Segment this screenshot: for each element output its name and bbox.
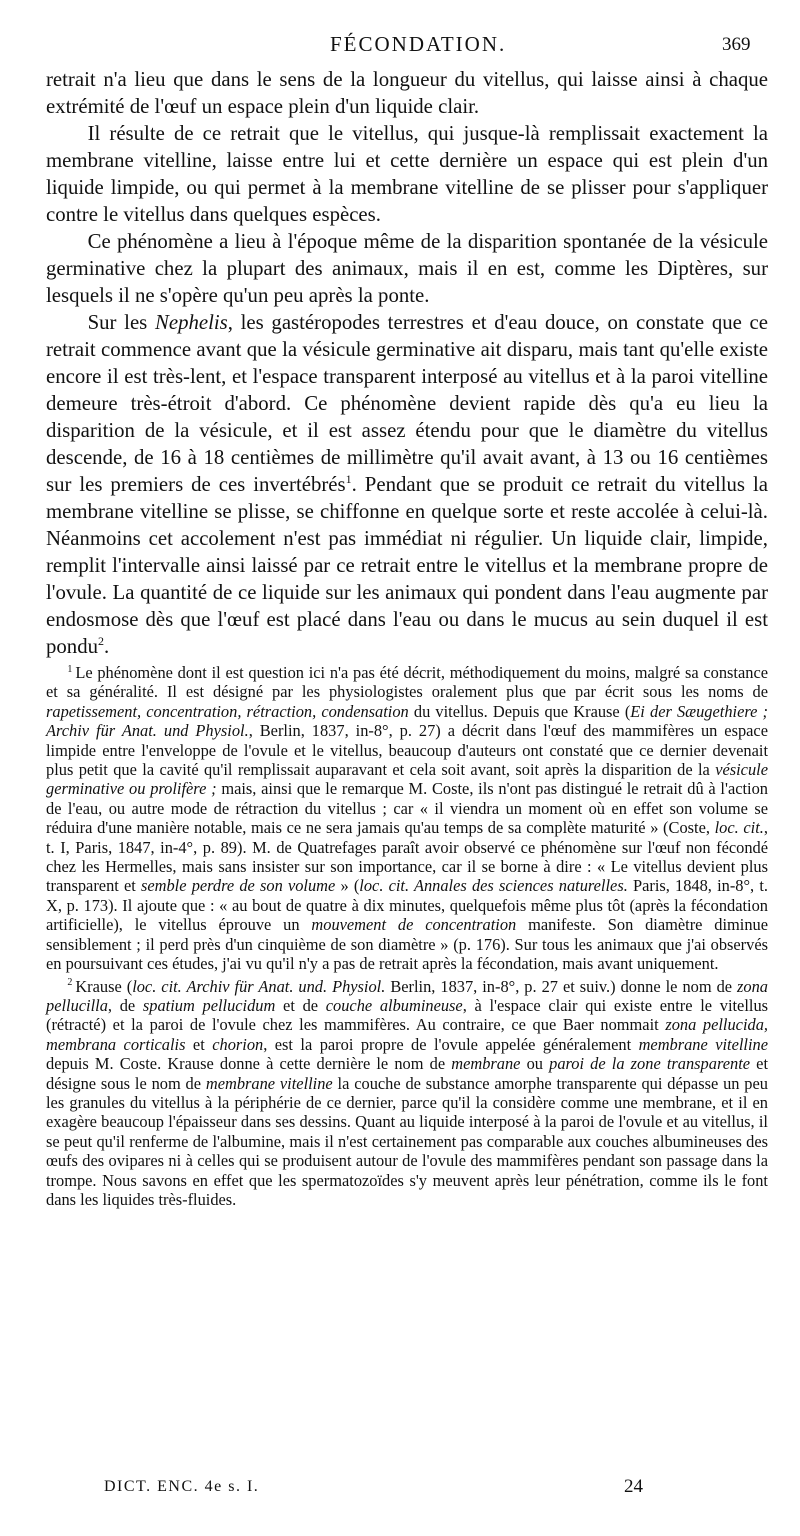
footnote-2-text-f: et: [185, 1034, 213, 1054]
footnote-2-paroi: paroi de la zone transparente: [549, 1054, 751, 1074]
footnote-2-text-e: , à l'espace clair qui existe entre le vitellus (rétracté) et la paroi de l'ovule chez les mammifères. Au contraire, ce que Baer nommait: [46, 995, 769, 1035]
footnote-1-loc-cit: loc. cit.: [714, 818, 764, 838]
running-title: FÉCONDATION.: [330, 32, 507, 56]
paragraph-3: [46, 228, 768, 309]
footnote-2-membrane-vitelline-2: membrane vitelline: [205, 1073, 333, 1093]
footnote-2-text-j: et désigne sous le nom de: [46, 1054, 768, 1093]
footnote-2-text-h: depuis M. Coste. Krause donne à cette dernière le nom de: [46, 1054, 452, 1074]
footnote-1-text-c: , Berlin, 1837, in-8°, p. 27) a décrit dans l'œuf des mammifères un espace limpide entre l'enveloppe de l'ovule et le vitellus, beaucoup d'auteurs ont constaté que ce dernier devenait plus petit que la cavité qu'il remplissait auparavant et cela soit avant, soit après la disparition de la: [46, 721, 768, 780]
footnote-1-terms: rapetissement, concentration, rétraction, condensation: [46, 701, 409, 721]
footnote-1-krause-ref: Ei der Sæugethiere ; Archiv für Anat. und Physiol.: [46, 701, 768, 741]
paragraph-4-text-a: Sur les: [87, 311, 155, 334]
footnote-1-vesicule: vésicule germinative ou prolifère ;: [46, 760, 768, 799]
footnote-1-mouvement: mouvement de concentration: [311, 915, 517, 935]
footnote-2-text-d: et de: [275, 995, 326, 1015]
footnote-2-zona: zona pellucilla: [46, 976, 768, 1015]
footnote-1-semble: semble perdre de son volume: [141, 876, 336, 896]
footnote-2-ref: loc. cit. Archiv für Anat. und. Physiol.: [132, 976, 386, 996]
main-text: [46, 66, 768, 660]
footnote-2-text-a: Krause (: [75, 976, 133, 996]
footnote-1-text-h: manifeste. Son diamètre diminue sensiblement ; il perd près d'un cinquième de son diamètre » (p. 176). Sur tous les animaux que j'ai observés en poursuivant ces études, j'ai vu qu'il n'y a pas de retrait après la fécondation, mais avant uniquement.: [46, 915, 769, 974]
footnote-1-text-e: , t. I, Paris, 1847, in-4°, p. 89). M. de Quatrefages paraît avoir observé ce phénomène sur l'œuf non fécondé chez les Hermelles, mais sans insister sur son importance, car il se borne à dire : « Le vitellus devient plus transparent et: [46, 818, 768, 896]
page-footer: [0, 1472, 800, 1502]
footnote-2: [46, 977, 768, 1210]
footnote-1-text-d: mais, ainsi que le remarque M. Coste, ils n'ont pas distingué le retrait dû à l'action de l'eau, ou autre mode de rétraction du vitellus ; car « il viendra un moment où en effet son volume se réduira d'une manière notable, mais ce ne sera jamais qu'au temps de sa complète maturité » (Coste,: [46, 779, 768, 838]
paragraph-4: [46, 309, 768, 660]
footnote-2-marker: 2: [67, 977, 73, 989]
paragraph-4-text-c: . Pendant que se produit ce retrait du vitellus la membrane vitelline se plisse, se chiffonne en quelque sorte et reste accolée à celui-là. Néanmoins cet accolement n'est pas immédiat ni régulier. Un liquide clair, limpide, remplit l'intervalle ainsi laissé par ce retrait entre le vitellus et la membrane propre de l'ovule. La quantité de ce liquide sur les animaux qui pondent dans l'eau augmente par endosmose dès que l'œuf est placé dans l'eau ou dans le mucus au sein duquel il est pondu: [46, 473, 768, 658]
footnote-ref-2[interactable]: 2: [98, 634, 104, 649]
footnote-1-text-f: » (: [335, 876, 360, 896]
sheet-number: 24: [624, 1476, 643, 1497]
footnote-ref-1[interactable]: 1: [345, 472, 352, 487]
footnote-1-text-b: du vitellus. Depuis que Krause (: [408, 701, 631, 721]
page-header: [0, 28, 800, 60]
footnote-1-annales: loc. cit. Annales des sciences naturelles.: [359, 876, 628, 896]
footnote-2-couche: couche albumineuse: [325, 995, 463, 1015]
nephelis-term: Nephelis: [154, 311, 228, 334]
paragraph-4-text-b: , les gastéropodes terrestres et d'eau douce, on constate que ce retrait commence avant que la vésicule germinative ait disparu, mais tant qu'elle existe encore il est très-lent, et l'espace transparent interposé au vitellus et à la paroi vitelline demeure très-étroit d'abord. Ce phénomène devient rapide dès qu'a eu lieu la disparition de la vésicule, et il est assez étendu pour que le diamètre du vitellus descende, de 16 à 18 centièmes de millimètre qu'il avait avant, à 13 ou 16 centièmes sur les premiers de ces invertébrés: [46, 311, 768, 496]
footnote-1-text-g: Paris, 1848, in-8°, t. X, p. 173). Il ajoute que : « au bout de quatre à dix minutes, quelquefois même plus tôt (après la fécondation artificielle), le vitellus éprouve un: [46, 876, 768, 935]
page-number: 369: [722, 34, 751, 55]
paragraph-1-text: retrait n'a lieu que dans le sens de la longueur du vitellus, qui laisse ainsi à chaque extrémité de l'œuf un espace plein d'un liquide clair.: [46, 68, 768, 118]
footnote-2-text-c: , de: [107, 995, 143, 1015]
footnote-2-text-b: Berlin, 1837, in-8°, p. 27 et suiv.) donne le nom de: [385, 976, 738, 996]
footnote-2-baer: zona pellucida, membrana corticalis: [46, 1015, 768, 1054]
signature-mark: DICT. ENC. 4e s. I.: [104, 1478, 260, 1495]
footnote-1-text-a: Le phénomène dont il est question ici n'a pas été décrit, méthodiquement du moins, malgré sa constance et sa généralité. Il est désigné par les physiologistes oralement plus que par écrit sous les noms de: [46, 663, 768, 702]
footnote-2-chorion: chorion: [212, 1034, 264, 1054]
footnote-2-membrane-vitelline: membrane vitelline: [638, 1034, 769, 1054]
paragraph-1: [46, 66, 768, 120]
footnote-2-text-k: la couche de substance amorphe transparente qui dépasse un peu les granules du vitellus à la périphérie de ce dernier, parce qu'il la considère comme une membrane, et il en exagère beaucoup l'épaisseur dans ses dessins. Quant au liquide interposé à la paroi de l'ovule et au vitellus, il se peut qu'il renferme de l'albumine, mais il n'est certainement pas comparable aux couches albumineuses des œufs des ovipares ni à celles qui se produisent autour de l'ovule des mammifères pendant son passage dans la trompe. Nous savons en effet que les spermatozoïdes s'y meuvent après leur pénétration, comme ils le font dans les liquides très-fluides.: [46, 1073, 768, 1209]
footnote-1: [46, 663, 768, 974]
paragraph-3-text: Ce phénomène a lieu à l'époque même de la disparition spontanée de la vésicule germinative chez la plupart des animaux, mais il en est, comme les Diptères, sur lesquels il ne s'opère qu'un peu après la ponte.: [46, 230, 768, 307]
paragraph-2-text: Il résulte de ce retrait que le vitellus, qui jusque-là remplissait exactement la membrane vitelline, laisse entre lui et cette dernière un espace qui est plein d'un liquide limpide, ou qui permet à la membrane vitelline de se plisser pour s'appliquer contre le vitellus dans quelques espèces.: [46, 122, 768, 226]
paragraph-4-text-d: .: [104, 635, 110, 658]
footnotes: [46, 663, 768, 1209]
footnote-2-membrane: membrane: [451, 1054, 521, 1074]
footnote-2-spatium: spatium pellucidum: [142, 995, 276, 1015]
paragraph-2: [46, 120, 768, 228]
footnote-2-text-g: , est la paroi propre de l'ovule appelée généralement: [263, 1034, 639, 1054]
footnote-1-marker: 1: [67, 663, 73, 675]
footnote-2-text-i: ou: [520, 1054, 550, 1074]
